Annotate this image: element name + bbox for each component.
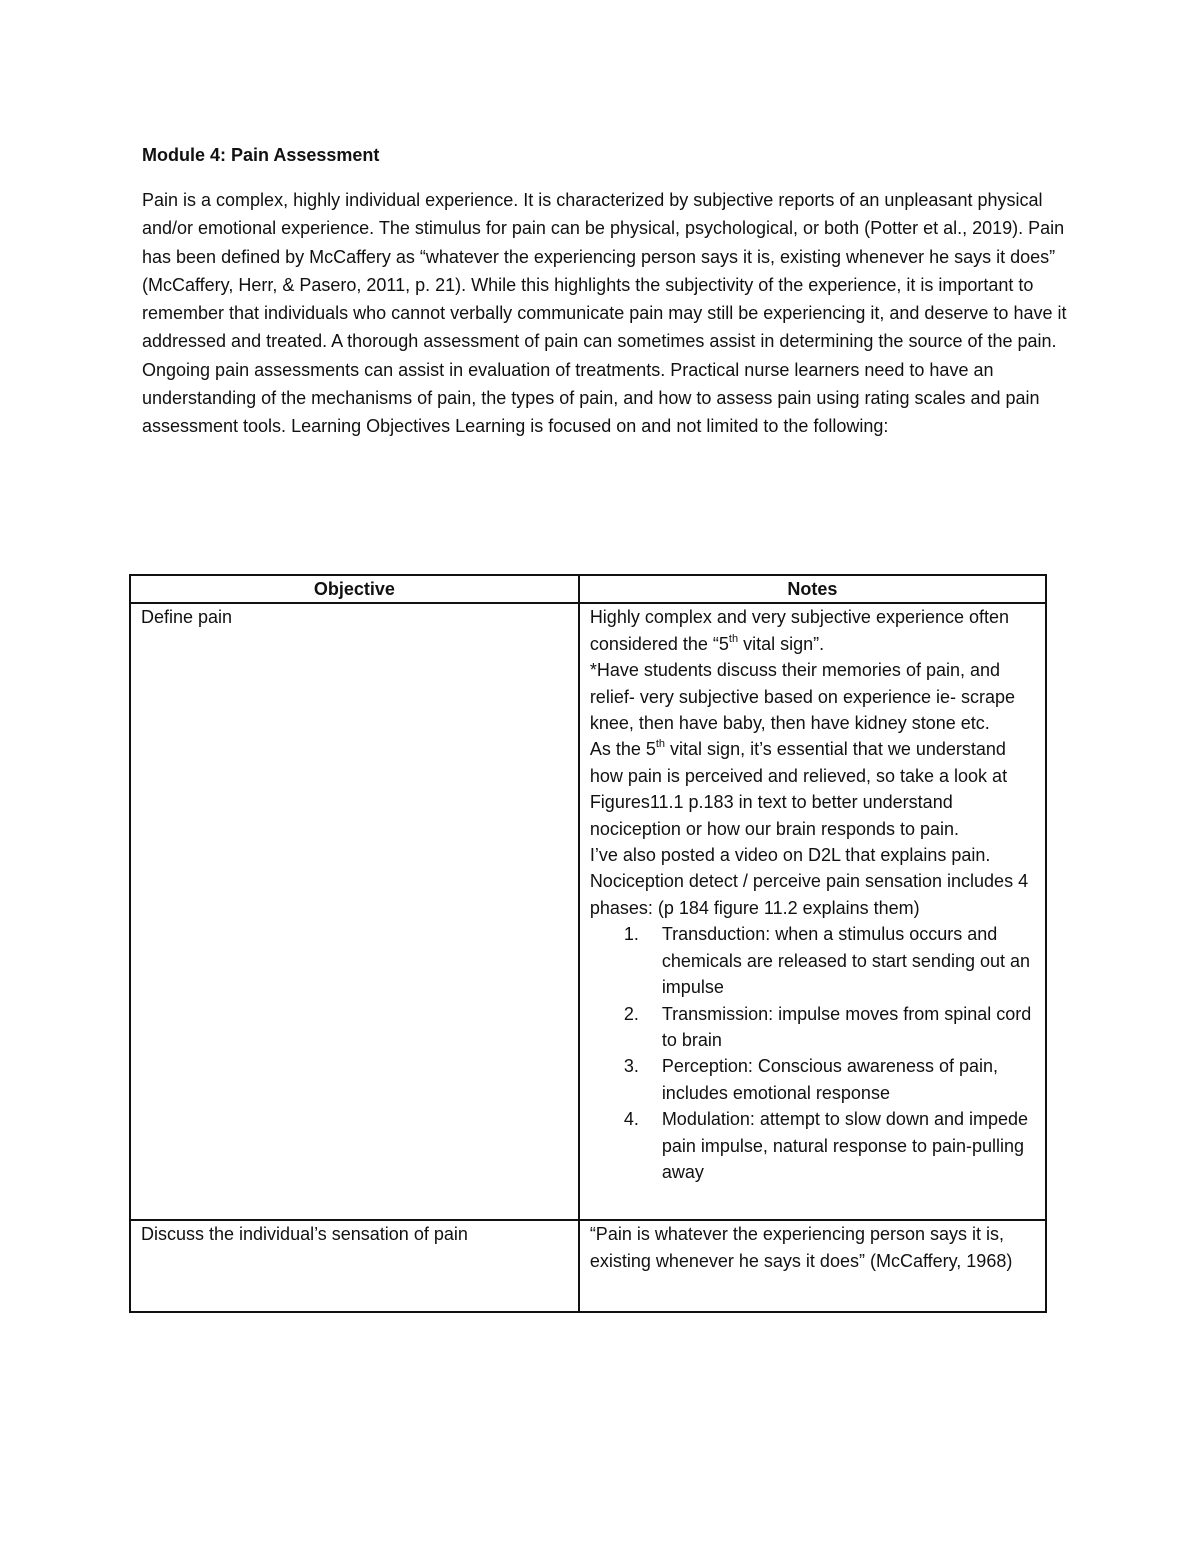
- table-row: [130, 603, 1046, 1220]
- notes-cell: “Pain is whatever the experiencing person says it is, existing whenever he says it does” (McCaffery, 1968): [579, 1220, 1046, 1312]
- note-definition: Highly complex and very subjective experience often considered the “5th vital sign”.: [589, 607, 1010, 654]
- objective-cell: Define pain: [130, 603, 579, 1220]
- phase-list: [590, 921, 1035, 1185]
- page-title: Module 4: Pain Assessment: [142, 145, 380, 165]
- table-header-row: [130, 575, 1046, 603]
- note-nociception: Nociception detect / perceive pain sensation includes 4 phases: (p 184 figure 11.2 explains them): [589, 871, 1029, 918]
- list-item: 3. Perception: Conscious awareness of pain, includes emotional response: [623, 1056, 999, 1103]
- note-student-discussion: *Have students discuss their memories of pain, and relief- very subjective based on experience ie- scrape knee, then have baby, then have kidney stone etc.: [589, 660, 1016, 734]
- list-item: 1. Transduction: when a stimulus occurs and chemicals are released to start sending out an impulse: [623, 924, 1031, 998]
- header-notes: Notes: [579, 575, 1046, 603]
- notes-cell: [579, 603, 1046, 1220]
- list-item: 2. Transmission: impulse moves from spinal cord to brain: [623, 1003, 1032, 1050]
- note-video: I’ve also posted a video on D2L that explains pain.: [589, 845, 991, 866]
- table-row: [130, 1220, 1046, 1312]
- intro-paragraph: Pain is a complex, highly individual experience. It is characterized by subjective reports of an unpleasant physical and/or emotional experience. The stimulus for pain can be physical, psychological, or both (Potter et al., 2019). Pain has been defined by McCaffery as “whatever the experiencing person says it is, existing whenever he says it does” (McCaffery, Herr, & Pasero, 2011, p. 21). While this highlights the subjectivity of the experience, it is important to remember that individuals who cannot verbally communicate pain may still be experiencing it, and deserve to have it addressed and treated. A thorough assessment of pain can sometimes assist in determining the source of the pain. Ongoing pain assessments can assist in evaluation of treatments. Practical nurse learners need to have an understanding of the mechanisms of pain, the types of pain, and how to assess pain using rating scales and pain assessment tools. Learning Objectives Learning is focused on and not limited to the following:: [142, 190, 1067, 437]
- list-item: 4. Modulation: attempt to slow down and impede pain impulse, natural response to pain-pulling away: [623, 1109, 1029, 1182]
- objective-cell: Discuss the individual’s sensation of pain: [130, 1220, 579, 1312]
- note-vital-sign: As the 5th vital sign, it’s essential that we understand how pain is perceived and relieved, so take a look at Figures11.1 p.183 in text to better understand nociception or how our brain responds to pain.: [589, 738, 1008, 839]
- header-objective: Objective: [130, 575, 579, 603]
- objectives-table: [129, 574, 1047, 1313]
